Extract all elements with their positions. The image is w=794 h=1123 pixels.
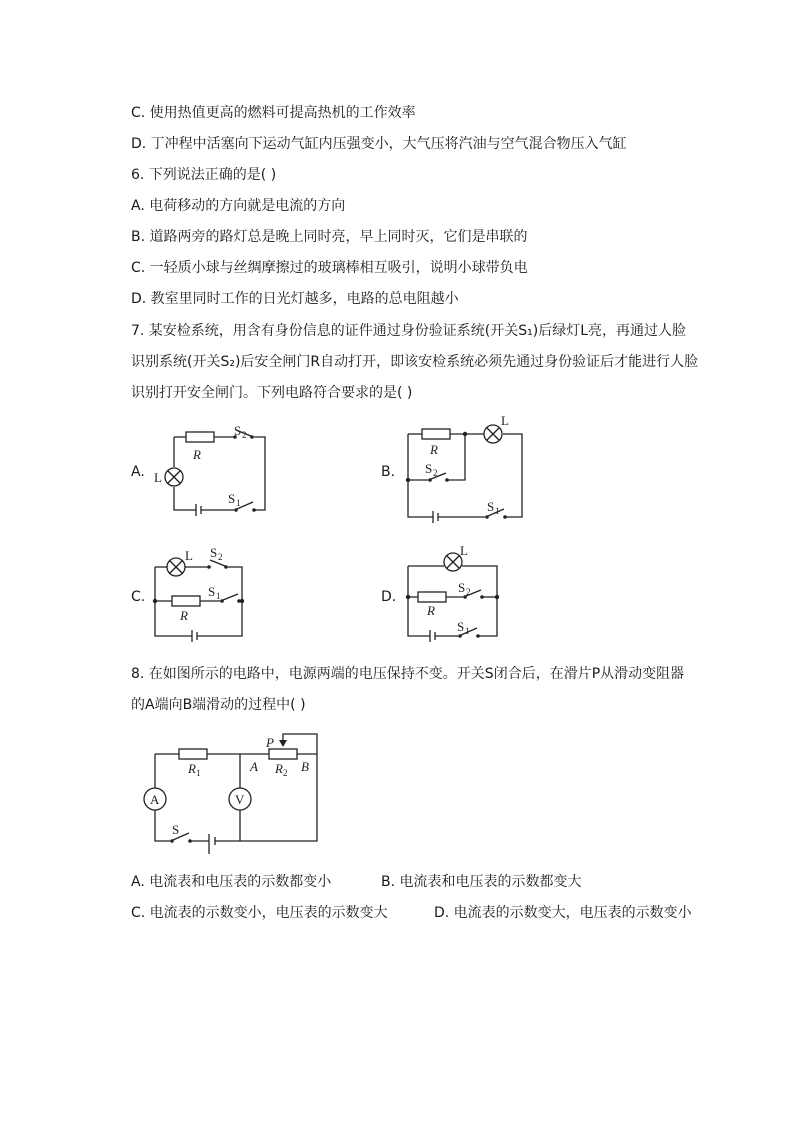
resistor-r-symbol	[186, 432, 214, 442]
q7-stem-line1: 7. 某安检系统，用含有身份信息的证件通过身份验证系统(开关S₁)后绿灯L亮，再通过人脸	[131, 323, 687, 339]
svg-text:S: S	[210, 545, 218, 560]
resistor-r1-symbol	[179, 749, 207, 759]
svg-text:1: 1	[216, 591, 221, 601]
q7-stem-line2: 识别系统(开关S₂)后安全闸门R自动打开，即该安检系统必须先通过身份验证后才能进行人脸	[131, 354, 699, 370]
svg-text:1: 1	[495, 506, 500, 516]
svg-text:2: 2	[433, 468, 438, 478]
q6-option-b: B. 道路两旁的路灯总是晚上同时亮，早上同时灭，它们是串联的	[131, 229, 528, 245]
svg-text:A: A	[250, 759, 258, 774]
q6-option-a: A. 电荷移动的方向就是电流的方向	[131, 198, 346, 214]
svg-text:S: S	[172, 822, 180, 837]
svg-text:V: V	[235, 792, 245, 807]
svg-text:1: 1	[196, 768, 201, 778]
q8-option-b: B. 电流表和电压表的示数都变大	[381, 874, 582, 890]
q8-option-a: A. 电流表和电压表的示数都变小	[131, 874, 332, 890]
svg-text:L: L	[185, 548, 193, 563]
circuit-diagram-c	[150, 542, 250, 644]
svg-text:S: S	[425, 461, 433, 476]
svg-text:R: R	[188, 761, 196, 776]
q6-stem: 6. 下列说法正确的是( )	[131, 167, 277, 183]
svg-text:S: S	[487, 499, 495, 514]
svg-text:R: R	[427, 603, 435, 618]
rheostat-r2-symbol	[269, 749, 297, 759]
q7-option-d-label: D.	[381, 589, 397, 605]
svg-text:R: R	[275, 761, 283, 776]
resistor-r-symbol	[422, 429, 450, 439]
q5-option-d: D. 丁冲程中活塞向下运动气缸内压强变小，大气压将汽油与空气混合物压入气缸	[131, 136, 627, 152]
svg-text:1: 1	[236, 498, 241, 508]
circuit-diagram-d	[400, 540, 505, 644]
resistor-r-symbol	[172, 596, 200, 606]
svg-text:2: 2	[283, 768, 288, 778]
q6-option-c: C. 一轻质小球与丝绸摩擦过的玻璃棒相互吸引，说明小球带负电	[131, 260, 528, 276]
q6-option-d: D. 教室里同时工作的日光灯越多，电路的总电阻越小	[131, 291, 459, 307]
svg-text:R: R	[193, 447, 201, 462]
q8-stem-line1: 8. 在如图所示的电路中，电源两端的电压保持不变。开关S闭合后，在滑片P从滑动变阻器	[131, 666, 685, 682]
svg-text:R: R	[180, 608, 188, 623]
svg-text:S: S	[458, 580, 466, 595]
svg-text:P: P	[266, 735, 274, 750]
q7-stem-line3: 识别打开安全闸门。下列电路符合要求的是( )	[131, 385, 413, 401]
circuit-diagram-a	[150, 425, 270, 520]
circuit-diagram-q8	[135, 728, 325, 858]
switch-s1-symbol	[223, 594, 238, 600]
svg-text:S: S	[457, 619, 465, 634]
q7-option-c-label: C.	[131, 589, 146, 605]
svg-text:S: S	[228, 491, 236, 506]
svg-text:L: L	[154, 470, 162, 485]
svg-text:R: R	[430, 442, 438, 457]
q7-option-a-label: A.	[131, 464, 145, 480]
resistor-r-symbol	[418, 592, 446, 602]
svg-text:S: S	[234, 423, 242, 438]
q7-option-b-label: B.	[381, 464, 396, 480]
svg-text:2: 2	[466, 587, 471, 597]
q8-stem-line2: 的A端向B端滑动的过程中( )	[131, 697, 306, 713]
svg-text:B: B	[301, 759, 309, 774]
svg-text:1: 1	[465, 626, 470, 636]
svg-text:A: A	[150, 792, 160, 807]
svg-text:S: S	[208, 584, 216, 599]
q8-option-c: C. 电流表的示数变小，电压表的示数变大	[131, 905, 388, 921]
circuit-diagram-b	[400, 412, 530, 522]
svg-text:2: 2	[218, 552, 223, 562]
svg-text:L: L	[501, 413, 509, 428]
svg-text:L: L	[460, 543, 468, 558]
svg-text:2: 2	[242, 430, 247, 440]
q5-option-c: C. 使用热值更高的燃料可提高热机的工作效率	[131, 105, 416, 121]
q8-option-d: D. 电流表的示数变大，电压表的示数变小	[434, 905, 692, 921]
